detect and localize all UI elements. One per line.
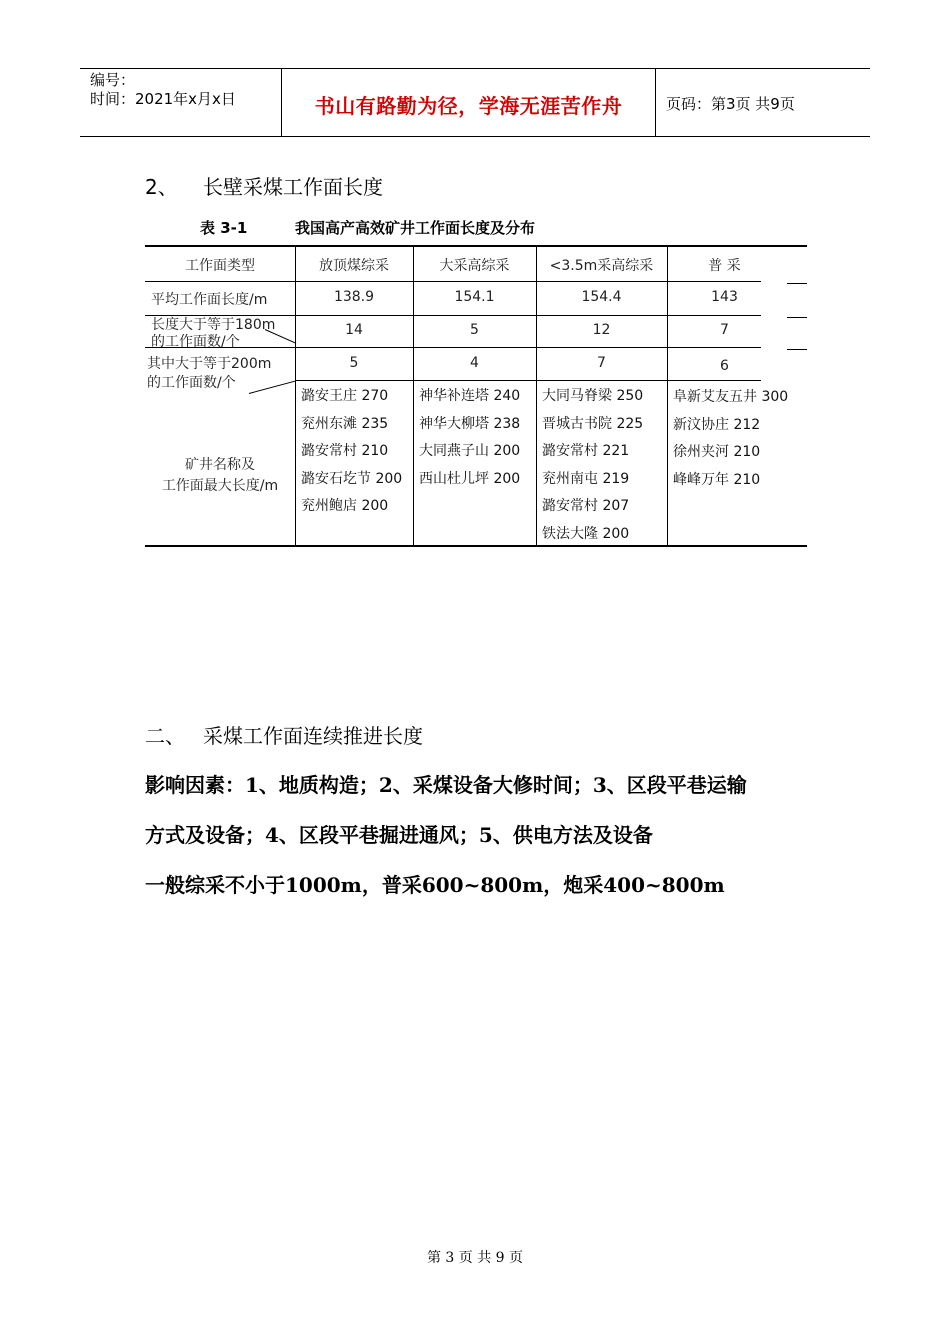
table-rule [295,380,761,381]
table-caption [200,217,535,238]
table-caption-label: 表 3-1 [200,219,248,237]
list-item: 徐州夹河 210 [673,444,761,460]
serial-label: 编号： [90,71,136,89]
page-footer: 第 3 页 共 9 页 [426,1250,524,1266]
table-bottom-rule [145,545,807,547]
table-row-label [151,317,275,351]
table-rule-stub [787,283,807,284]
list-item: 神华大柳塔 238 [419,415,521,432]
data-table [145,245,807,547]
table-row-label-line: 的工作面数/个 [151,334,240,350]
list-item: 兖州鲍店 200 [301,498,389,514]
body-paragraph: 影响因素：1、地质构造；2、采煤设备大修时间；3、区段平巷运输 [145,773,747,797]
list-item: 兖州东滩 235 [301,415,389,432]
list-item: 神华补连塔 240 [419,388,521,404]
table-col-header: 放顶煤综采 [319,258,389,274]
table-cell: 6 [720,358,729,374]
table-cell: 12 [592,322,611,338]
table-top-rule [145,245,807,247]
table-row-label: 平均工作面长度/m [151,292,268,308]
date-label: 时间：2021年x月x日 [90,90,236,108]
mine-list [419,383,520,493]
table-cell: 154.1 [454,289,495,305]
header-motto: 书山有路勤为径，学海无涯苦作舟 [314,94,623,118]
table-row-label-line: 其中大于等于200m [147,356,272,372]
section-heading-1 [145,171,383,200]
list-item: 潞安常村 210 [301,443,389,459]
list-item: 大同马脊梁 250 [542,388,644,404]
table-rule-stub [787,317,807,318]
table-cell: 138.9 [333,289,375,305]
list-item: 兖州南屯 219 [542,470,630,487]
list-item: 大同燕子山 200 [419,443,521,459]
page-header [80,68,870,137]
mines-row-label-line: 工作面最大长度/m [161,478,279,494]
body-paragraph: 方式及设备；4、区段平巷掘进通风；5、供电方法及设备 [145,823,653,847]
list-item: 潞安常村 207 [542,498,630,514]
mines-row-label [147,455,293,497]
header-left-cell [80,69,281,136]
table-rule [145,281,761,282]
table-cell: 14 [345,322,363,338]
table-col-header: 普 采 [708,258,741,274]
body-paragraph: 一般综采不小于1000m，普采600~800m，炮采400~800m [145,873,725,897]
table-row-label-line: 的工作面数/个 [147,375,236,391]
table-cell: 5 [470,322,479,338]
list-item: 西山杜儿坪 200 [419,470,521,487]
section-heading-2 [145,720,423,749]
mine-list [542,383,643,548]
table-col-header: 大采高综采 [439,258,510,274]
table-cell: 7 [597,355,606,371]
list-item: 潞安石圪节 200 [301,470,403,487]
table-row-label-line: 长度大于等于180m [151,317,276,333]
table-col-header: 工作面类型 [185,258,255,274]
header-middle-cell [281,69,656,136]
section-number: 二、 [145,724,185,748]
list-item: 新汶协庄 212 [673,416,761,433]
table-col-header: <3.5m采高综采 [549,258,654,274]
mine-list [301,383,402,521]
mine-list [673,384,788,494]
table-caption-title: 我国高产高效矿井工作面长度及分布 [295,219,536,237]
section-title: 采煤工作面连续推进长度 [203,724,423,748]
header-page-info: 页码：第3页 共9页 [666,95,795,113]
table-rule [145,315,761,316]
table-cell: 5 [349,355,359,371]
list-item: 潞安王庄 270 [301,388,389,404]
table-cell: 154.4 [581,289,622,305]
list-item: 铁法大隆 200 [542,525,630,542]
table-cell: 4 [470,355,479,371]
table-cell: 143 [711,289,738,305]
list-item: 峰峰万年 210 [673,471,761,488]
mines-row-label-line: 矿井名称及 [185,457,255,473]
table-row-label [147,355,271,393]
section-number: 2、 [145,175,178,199]
list-item: 晋城古书院 225 [542,415,644,432]
table-rule-stub [787,349,807,350]
header-right-cell [656,69,870,136]
section-title: 长壁采煤工作面长度 [203,175,383,199]
list-item: 阜新艾友五井 300 [673,389,789,405]
table-cell: 7 [720,322,729,338]
list-item: 潞安常村 221 [542,443,630,459]
